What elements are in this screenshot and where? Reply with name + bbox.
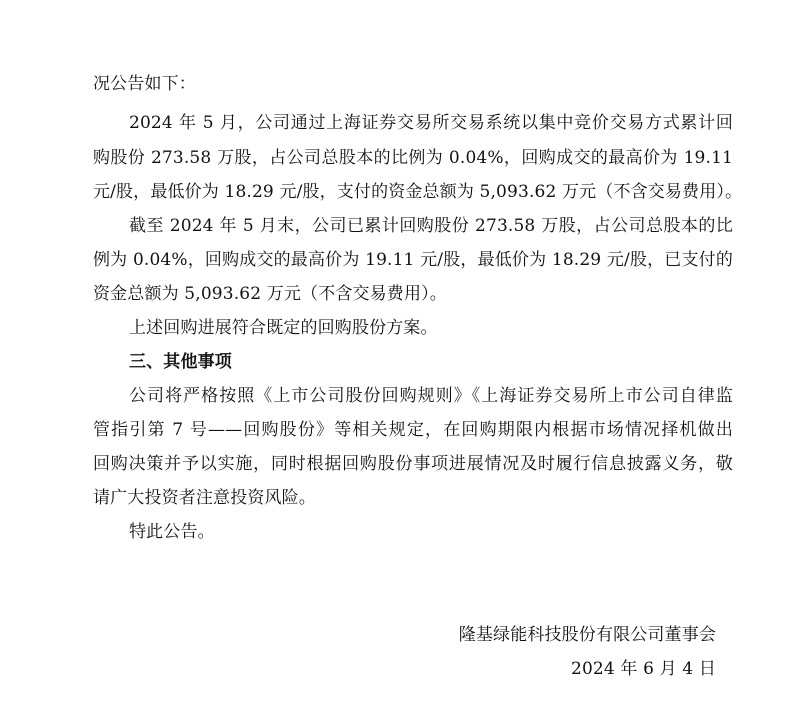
paragraph-4-line-3: 回购决策并予以实施，同时根据回购股份事项进展情况及时履行信息披露义务，敬 [93,454,733,474]
intro-line: 况公告如下： [93,74,196,94]
paragraph-4-line-1: 公司将严格按照《上市公司股份回购规则》《上海证券交易所上市公司自律监 [129,386,733,406]
signature-company: 隆基绿能科技股份有限公司董事会 [458,625,716,645]
paragraph-2-line-2: 例为 0.04%，回购成交的最高价为 19.11 元/股，最低价为 18.29 元/股，已支付的 [93,250,733,270]
paragraph-1-line-1: 2024 年 5 月，公司通过上海证券交易所交易系统以集中竞价交易方式累计回 [129,113,733,133]
closing-text: 特此公告。 [129,522,215,542]
signature-date: 2024 年 6 月 4 日 [570,659,716,679]
paragraph-1-line-2: 购股份 273.58 万股，占公司总股本的比例为 0.04%，回购成交的最高价为 19.11 [93,148,733,168]
paragraph-3: 上述回购进展符合既定的回购股份方案。 [129,318,438,338]
paragraph-4-line-4: 请广大投资者注意投资风险。 [93,488,316,508]
paragraph-4-line-2: 管指引第 7 号——回购股份》等相关规定，在回购期限内根据市场情况择机做出 [93,420,733,440]
paragraph-1-line-3: 元/股，最低价为 18.29 元/股，支付的资金总额为 5,093.62 万元（不含交易费用）。 [93,182,743,202]
paragraph-2-line-3: 资金总额为 5,093.62 万元（不含交易费用）。 [93,284,447,304]
paragraph-2-line-1: 截至 2024 年 5 月末，公司已累计回购股份 273.58 万股，占公司总股本的比 [129,216,733,236]
section-heading: 三、其他事项 [129,352,232,372]
